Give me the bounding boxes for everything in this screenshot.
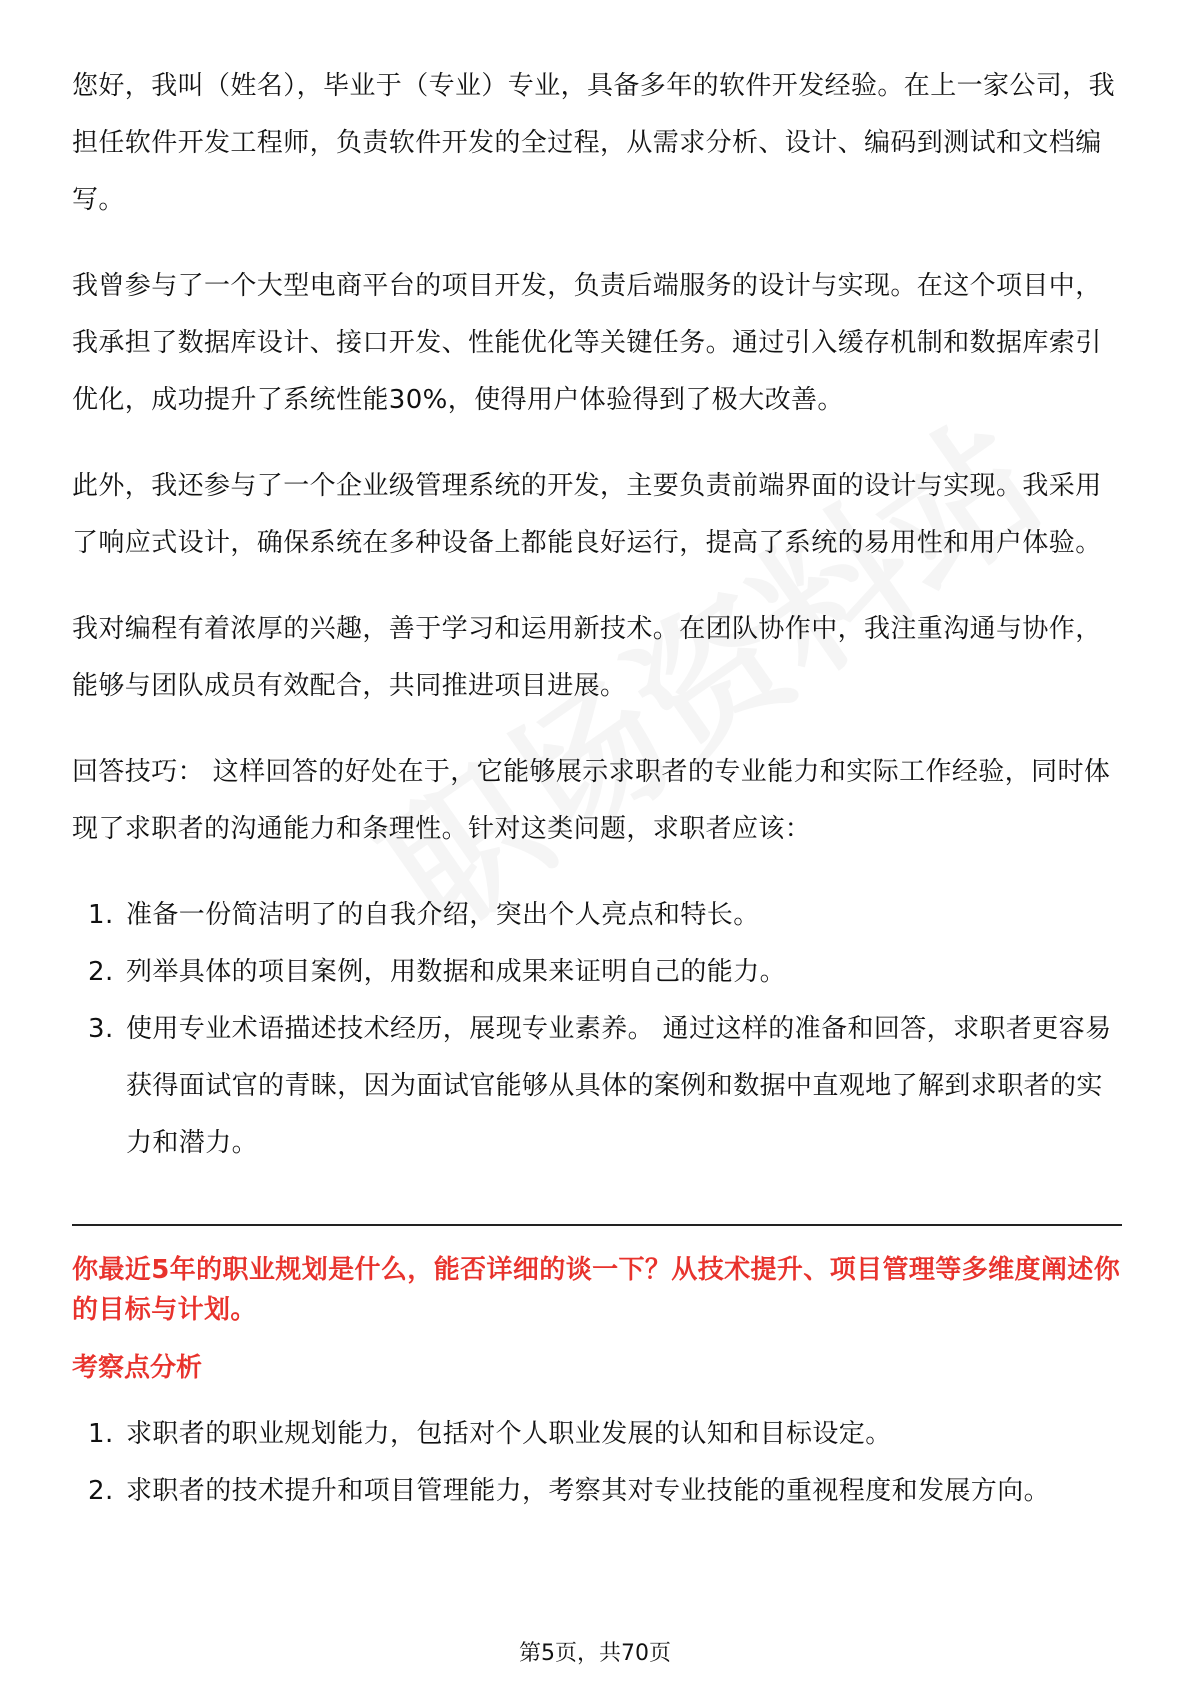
list-number: 2. [88, 957, 114, 987]
analysis-heading: 考察点分析 [72, 1353, 203, 1383]
interest-paragraph: 我对编程有着浓厚的兴趣，善于学习和运用新技术。在团队协作中，我注重沟通与协作，能够与团队成员有效配合，共同推进项目进展。 [72, 614, 1102, 701]
section-divider [72, 1224, 1122, 1226]
list-item-text: 准备一份简洁明了的自我介绍，突出个人亮点和特长。 [126, 900, 760, 930]
list-item [72, 1406, 1122, 1463]
list-item-text: 求职者的职业规划能力，包括对个人职业发展的认知和目标设定。 [126, 1419, 892, 1449]
page-number-footer: 第5页，共70页 [519, 1641, 671, 1666]
interview-question: 你最近5年的职业规划是什么，能否详细的谈一下？从技术提升、项目管理等多维度阐述你的目标与计划。 [72, 1255, 1121, 1325]
document-page [72, 58, 1122, 1520]
list-number: 3. [88, 1014, 114, 1044]
list-item [72, 887, 1122, 944]
list-item-text: 求职者的技术提升和项目管理能力，考察其对专业技能的重视程度和发展方向。 [126, 1476, 1051, 1506]
analysis-list [72, 1406, 1122, 1520]
ecommerce-project-paragraph: 我曾参与了一个大型电商平台的项目开发，负责后端服务的设计与实现。在这个项目中，我承担了数据库设计、接口开发、性能优化等关键任务。通过引入缓存机制和数据库索引优化，成功提升了系统性能30%，使得用户体验得到了极大改善。 [72, 271, 1102, 415]
list-item [72, 944, 1122, 1001]
list-item [72, 1001, 1122, 1172]
tips-list [72, 887, 1122, 1172]
list-item [72, 1463, 1122, 1520]
list-number: 1. [88, 900, 114, 930]
intro-paragraph: 您好，我叫（姓名），毕业于（专业）专业，具备多年的软件开发经验。在上一家公司，我担任软件开发工程师，负责软件开发的全过程，从需求分析、设计、编码到测试和文档编写。 [72, 71, 1116, 215]
list-number: 2. [88, 1476, 114, 1506]
enterprise-project-paragraph: 此外，我还参与了一个企业级管理系统的开发，主要负责前端界面的设计与实现。我采用了响应式设计，确保系统在多种设备上都能良好运行，提高了系统的易用性和用户体验。 [72, 471, 1102, 558]
list-item-text: 列举具体的项目案例，用数据和成果来证明自己的能力。 [126, 957, 787, 987]
answer-tips-paragraph: 回答技巧： 这样回答的好处在于，它能够展示求职者的专业能力和实际工作经验，同时体现了求职者的沟通能力和条理性。针对这类问题，求职者应该： [72, 757, 1111, 844]
list-item-text: 使用专业术语描述技术经历，展现专业素养。 通过这样的准备和回答，求职者更容易获得面试官的青睐，因为面试官能够从具体的案例和数据中直观地了解到求职者的实力和潜力。 [126, 1014, 1112, 1158]
list-number: 1. [88, 1419, 114, 1449]
